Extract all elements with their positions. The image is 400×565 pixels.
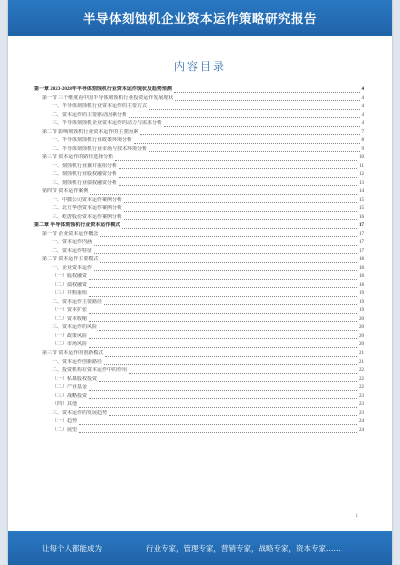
toc-entry[interactable] — [34, 427, 364, 436]
dot-leader — [115, 160, 357, 161]
dot-leader — [104, 364, 357, 365]
toc-entry-page: 18 — [359, 257, 364, 263]
toc-entry[interactable] — [34, 341, 364, 350]
toc-entry-title: （二）展望 — [52, 427, 78, 433]
toc-entry[interactable] — [34, 384, 364, 393]
toc-entry-title: 三、屹唐股份资本运作案例分析 — [52, 214, 123, 220]
toc-entry-title: 二、资本运作主要路径 — [52, 299, 103, 305]
toc-entry[interactable] — [34, 163, 364, 172]
toc-entry[interactable] — [34, 350, 364, 359]
dot-leader — [100, 236, 357, 237]
dot-leader — [140, 134, 359, 135]
dot-leader — [99, 381, 357, 382]
toc-entry-title: （二）债权融资 — [52, 282, 88, 288]
toc-entry-title: （四）其他 — [52, 402, 78, 408]
toc-entry-title: （一）股权融资 — [52, 274, 88, 280]
toc-entry[interactable] — [34, 86, 364, 95]
toc-entry-title: （一）私募股权投资 — [52, 376, 98, 382]
report-title: 半导体刻蚀机企业资本运作策略研究报告 — [82, 11, 317, 26]
toc-entry-page: 12 — [359, 172, 364, 178]
footer-slogan: 让每个人都能成为 — [42, 544, 102, 553]
toc-entry-title: 二、投资机构在资本运作中的作用 — [52, 368, 128, 374]
toc-entry-title: 第一节 企业资本运作概念 — [42, 231, 99, 237]
toc-entry[interactable] — [34, 103, 364, 112]
toc-entry-title: 二、资本运作的主要驱动因素分析 — [52, 112, 128, 118]
toc-entry-page: 20 — [359, 342, 364, 348]
toc-entry-page: 22 — [359, 385, 364, 391]
toc-entry-page: 9 — [361, 146, 364, 152]
toc-entry[interactable] — [34, 316, 364, 325]
dot-leader — [119, 177, 357, 178]
dot-leader — [129, 373, 357, 374]
toc-entry-title: （三）战略投资 — [52, 393, 88, 399]
toc-entry[interactable] — [34, 273, 364, 282]
toc-entry-title: 第二节 资本运作主要模式 — [42, 257, 99, 263]
toc-entry-page: 19 — [359, 308, 364, 314]
document-page — [8, 0, 392, 565]
toc-entry-page: 17 — [359, 240, 364, 246]
toc-entry-page: 18 — [359, 265, 364, 271]
dot-leader — [94, 253, 357, 254]
toc-entry[interactable] — [34, 410, 364, 419]
toc-entry[interactable] — [34, 95, 364, 104]
toc-entry-title: 第二章 半导体刻蚀机行业资本运作模式 — [34, 223, 121, 229]
dot-leader — [99, 330, 357, 331]
toc-entry-title: （二）资本收缩 — [52, 316, 88, 322]
toc-entry-page: 22 — [359, 368, 364, 374]
dot-leader — [104, 304, 357, 305]
toc-entry-page: 23 — [359, 393, 364, 399]
dot-leader — [89, 279, 357, 280]
dot-leader — [79, 424, 357, 425]
toc-entry-page: 20 — [359, 316, 364, 322]
toc-entry-title: 二、半导体刻蚀机行业市场与技术环境分析 — [52, 146, 148, 152]
toc-entry-title: 第三节 资本运作的路径选择分析 — [42, 155, 114, 161]
toc-entry-page: 4 — [361, 95, 364, 101]
toc-entry[interactable] — [34, 333, 364, 342]
dot-leader — [89, 398, 357, 399]
toc-entry-page: 17 — [359, 248, 364, 254]
dot-leader — [174, 92, 360, 93]
toc-entry-title: 一、半导体刻蚀机行业资本运作的主要方式 — [52, 104, 148, 110]
dot-leader — [129, 117, 359, 118]
toc-entry-page: 18 — [359, 282, 364, 288]
toc-entry[interactable] — [34, 359, 364, 368]
toc-entry-page: 22 — [359, 376, 364, 382]
dot-leader — [89, 390, 357, 391]
toc-entry-title: 第一节 三个维度看中国半导体刻蚀机行业投资运作发展现状 — [42, 95, 174, 101]
footer-banner — [8, 531, 392, 565]
toc-entry-page: 4 — [361, 112, 364, 118]
toc-entry[interactable] — [34, 324, 364, 333]
toc-entry-page: 4 — [361, 104, 364, 110]
toc-entry-page: 4 — [361, 87, 364, 92]
toc-entry-page: 23 — [359, 410, 364, 416]
toc-entry[interactable] — [34, 146, 364, 155]
toc-entry-page: 10 — [359, 155, 364, 161]
dot-leader — [105, 356, 357, 357]
toc-entry-title: 第一章 2023-2028年半导体刻蚀机行业资本运作现状及趋势预测 — [34, 87, 172, 92]
dot-leader — [134, 143, 359, 144]
toc-entry[interactable] — [34, 265, 364, 274]
toc-entry[interactable] — [34, 299, 364, 308]
dot-leader — [124, 202, 357, 203]
dot-leader — [122, 228, 357, 229]
toc-entry[interactable] — [34, 171, 364, 180]
toc-entry[interactable] — [34, 222, 364, 231]
toc-entry-title: 三、资本运作的风险 — [52, 325, 98, 331]
toc-entry[interactable] — [34, 367, 364, 376]
toc-entry[interactable] — [34, 282, 364, 291]
toc-entry-title: 第四节 资本运作案例 — [42, 189, 89, 195]
dot-leader — [89, 347, 357, 348]
toc-heading: 内容目录 — [174, 60, 226, 73]
toc-entry-page: 13 — [359, 180, 364, 186]
toc-entry-page: 11 — [359, 163, 364, 169]
toc-entry-page: 15 — [359, 206, 364, 212]
toc-entry[interactable] — [34, 256, 364, 265]
dot-leader — [89, 313, 357, 314]
toc-entry-title: （二）市场风险 — [52, 342, 88, 348]
dot-leader — [94, 270, 357, 271]
toc-entry[interactable] — [34, 401, 364, 410]
toc-entry-title: 三、刻蚀机行业债权融资分析 — [52, 180, 118, 186]
page-number: 1 — [355, 514, 358, 519]
toc-entry[interactable] — [34, 307, 364, 316]
toc-entry[interactable] — [34, 393, 364, 402]
toc-entry-page: 23 — [359, 402, 364, 408]
toc-entry-title: 一、半导体刻蚀机行业政策环境分析 — [52, 138, 133, 144]
dot-leader — [119, 185, 357, 186]
toc-entry[interactable] — [34, 290, 364, 299]
toc-entry-title: 一、资本运作内涵 — [52, 240, 93, 246]
toc-entry-title: （二）产业基金 — [52, 385, 88, 391]
dot-leader — [89, 287, 357, 288]
toc-entry[interactable] — [34, 231, 364, 240]
toc-entry-page: 7 — [361, 129, 364, 135]
toc-entry[interactable] — [34, 154, 364, 163]
toc-entry-page: 4 — [361, 121, 364, 127]
toc-entry-page: 19 — [359, 299, 364, 305]
toc-entry-title: 第二节 影响刻蚀机行业资本运作的主要因素 — [42, 129, 139, 135]
toc-entry[interactable] — [34, 180, 364, 189]
toc-entry[interactable] — [34, 418, 364, 427]
toc-entry[interactable] — [34, 112, 364, 121]
dot-leader — [124, 211, 357, 212]
toc-entry-page: 17 — [359, 231, 364, 237]
table-of-contents — [34, 86, 364, 435]
dot-leader — [90, 194, 357, 195]
dot-leader — [89, 338, 357, 339]
dot-leader — [89, 321, 357, 322]
dot-leader — [94, 245, 357, 246]
dot-leader — [100, 262, 357, 263]
toc-entry-title: （一）资本扩张 — [52, 308, 88, 314]
dot-leader — [164, 126, 359, 127]
dot-leader — [124, 219, 357, 220]
dot-leader — [79, 407, 357, 408]
dot-leader — [149, 109, 359, 110]
toc-entry-page: 14 — [359, 189, 364, 195]
toc-entry-page: 20 — [359, 333, 364, 339]
toc-entry-page: 20 — [359, 325, 364, 331]
toc-entry-title: 一、资本运作创新路径 — [52, 359, 103, 365]
toc-entry[interactable] — [34, 239, 364, 248]
toc-entry[interactable] — [34, 197, 364, 206]
toc-entry-title: （三）并购重组 — [52, 291, 88, 297]
toc-entry[interactable] — [34, 129, 364, 138]
toc-entry[interactable] — [34, 214, 364, 223]
toc-entry-title: 第三节 资本运作的创新模式 — [42, 350, 104, 356]
toc-entry-title: 二、资本运作特征 — [52, 248, 93, 254]
toc-entry[interactable] — [34, 120, 364, 129]
toc-entry-page: 21 — [359, 350, 364, 356]
toc-entry[interactable] — [34, 137, 364, 146]
toc-entry-title: 三、资本运作的发展趋势 — [52, 410, 108, 416]
toc-entry-page: 16 — [359, 214, 364, 220]
toc-entry-page: 15 — [359, 197, 364, 203]
toc-entry[interactable] — [34, 188, 364, 197]
toc-entry-page: 21 — [359, 359, 364, 365]
dot-leader — [119, 168, 357, 169]
header-banner — [8, 0, 392, 36]
toc-entry-title: 一、中微公司资本运作案例分析 — [52, 197, 123, 203]
toc-entry-page: 19 — [359, 291, 364, 297]
toc-entry-title: 一、企业资本运作 — [52, 265, 93, 271]
toc-entry-title: 二、北方华创资本运作案例分析 — [52, 206, 123, 212]
toc-entry[interactable] — [34, 205, 364, 214]
dot-leader — [109, 415, 357, 416]
dot-leader — [149, 151, 359, 152]
toc-entry-page: 17 — [359, 223, 364, 229]
toc-entry-title: （一）政策风险 — [52, 333, 88, 339]
toc-entry-page: 24 — [359, 419, 364, 425]
toc-entry[interactable] — [34, 248, 364, 257]
toc-entry-page: 24 — [359, 427, 364, 433]
footer-tagline: 行业专家，管理专家，营销专家，战略专家，资本专家…… — [146, 544, 341, 553]
toc-entry-page: 8 — [361, 138, 364, 144]
toc-entry[interactable] — [34, 376, 364, 385]
toc-entry-page: 18 — [359, 274, 364, 280]
dot-leader — [79, 432, 357, 433]
toc-entry-title: （一）趋势 — [52, 419, 78, 425]
toc-entry-title: 一、刻蚀机行业兼并重组分析 — [52, 163, 118, 169]
toc-entry-title: 二、刻蚀机行业股权融资分析 — [52, 172, 118, 178]
dot-leader — [175, 100, 359, 101]
toc-entry-title: 三、半导体刻蚀机企业资本运作的动力与需求分析 — [52, 121, 163, 127]
dot-leader — [89, 296, 357, 297]
